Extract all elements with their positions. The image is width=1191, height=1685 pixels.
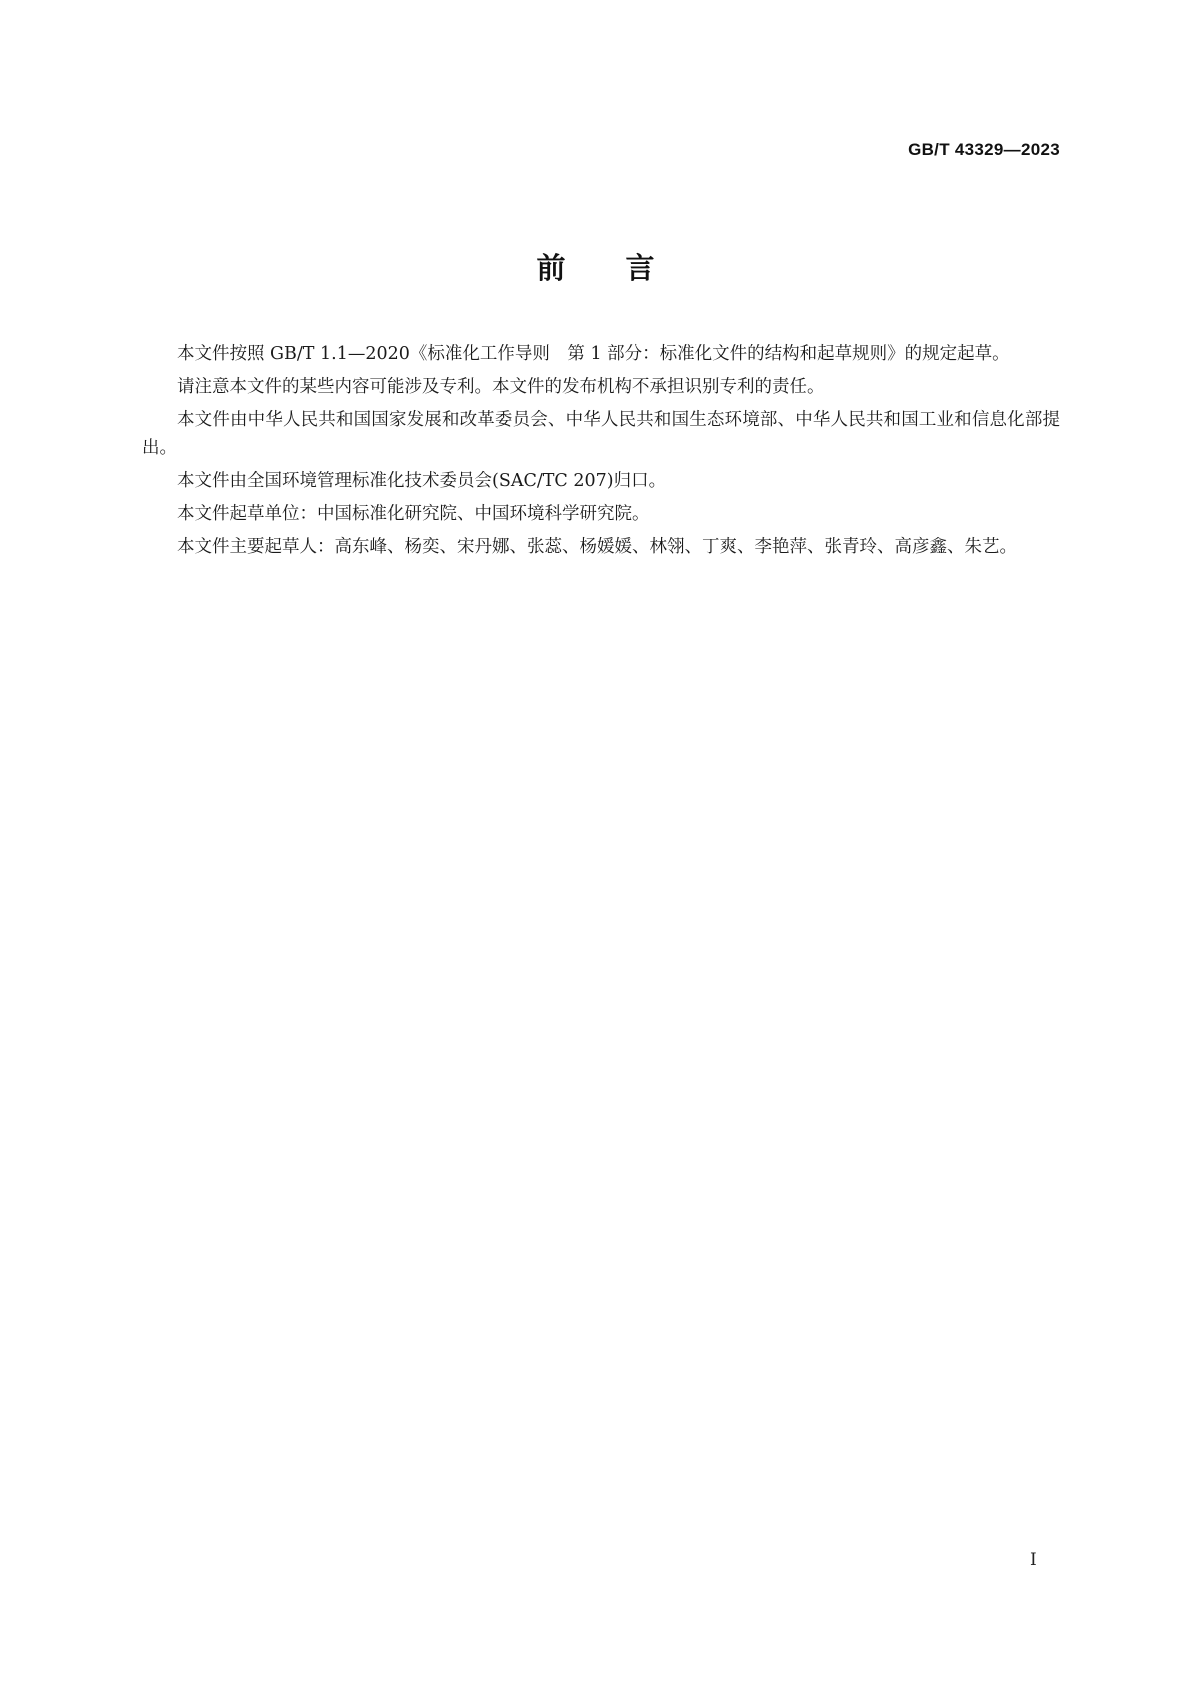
page-number: I [1030, 1550, 1037, 1570]
paragraph-patent-notice: 请注意本文件的某些内容可能涉及专利。本文件的发布机构不承担识别专利的责任。 [177, 377, 825, 397]
paragraph-proposed-by: 本文件由中华人民共和国国家发展和改革委员会、中华人民共和国生态环境部、中华人民共和国工业和信息化部提出。 [142, 410, 1060, 458]
foreword-body [142, 340, 1060, 566]
paragraph-drafting-rules: 本文件按照 GB/T 1.1—2020《标准化工作导则 第 1 部分：标准化文件的结构和起草规则》的规定起草。 [177, 344, 1010, 364]
paragraph-under-jurisdiction: 本文件由全国环境管理标准化技术委员会(SAC/TC 207)归口。 [177, 471, 667, 491]
standard-code: GB/T 43329—2023 [908, 140, 1060, 159]
paragraph-main-drafters: 本文件主要起草人：高东峰、杨奕、宋丹娜、张蕊、杨媛媛、林翎、丁爽、李艳萍、张青玲、高彦鑫、朱艺。 [177, 537, 1017, 557]
paragraph-drafting-units: 本文件起草单位：中国标准化研究院、中国环境科学研究院。 [177, 504, 650, 524]
page-title: 前言 [536, 251, 715, 285]
